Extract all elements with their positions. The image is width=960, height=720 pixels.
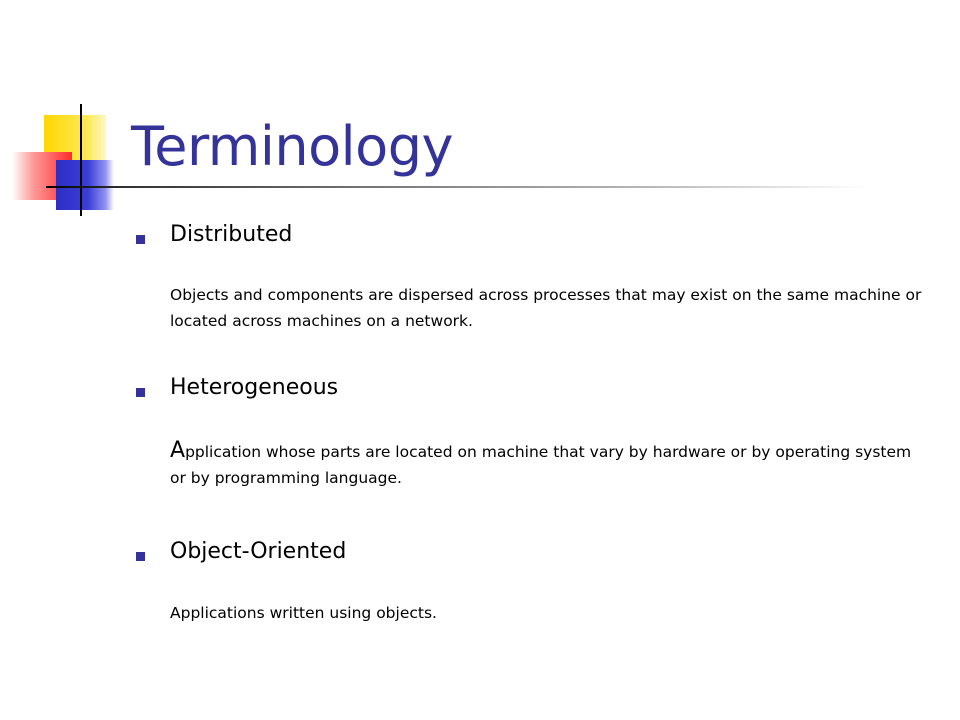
slide-corner-logo-icon	[0, 0, 140, 230]
bullet-description: Objects and components are dispersed across processes that may exist on the same machine or located across machines on a network.	[170, 286, 922, 330]
square-bullet-icon	[136, 235, 145, 244]
bullet-label: Distributed	[170, 222, 293, 247]
logo-vertical-line	[80, 104, 82, 216]
square-bullet-icon	[136, 388, 145, 397]
slide-title: Terminology	[131, 115, 453, 178]
square-bullet-icon	[136, 552, 145, 561]
bullet-label: Heterogeneous	[170, 375, 339, 400]
bullet-label: Object-Oriented	[170, 539, 347, 564]
bullet-description	[170, 438, 930, 491]
description-initial: A	[170, 438, 186, 463]
bullet-description: Applications written using objects.	[170, 604, 437, 622]
logo-blue-square	[56, 160, 114, 210]
description-text: pplication whose parts are located on machine that vary by hardware or by operating system or by programming language.	[170, 443, 912, 487]
title-underline	[46, 186, 868, 188]
